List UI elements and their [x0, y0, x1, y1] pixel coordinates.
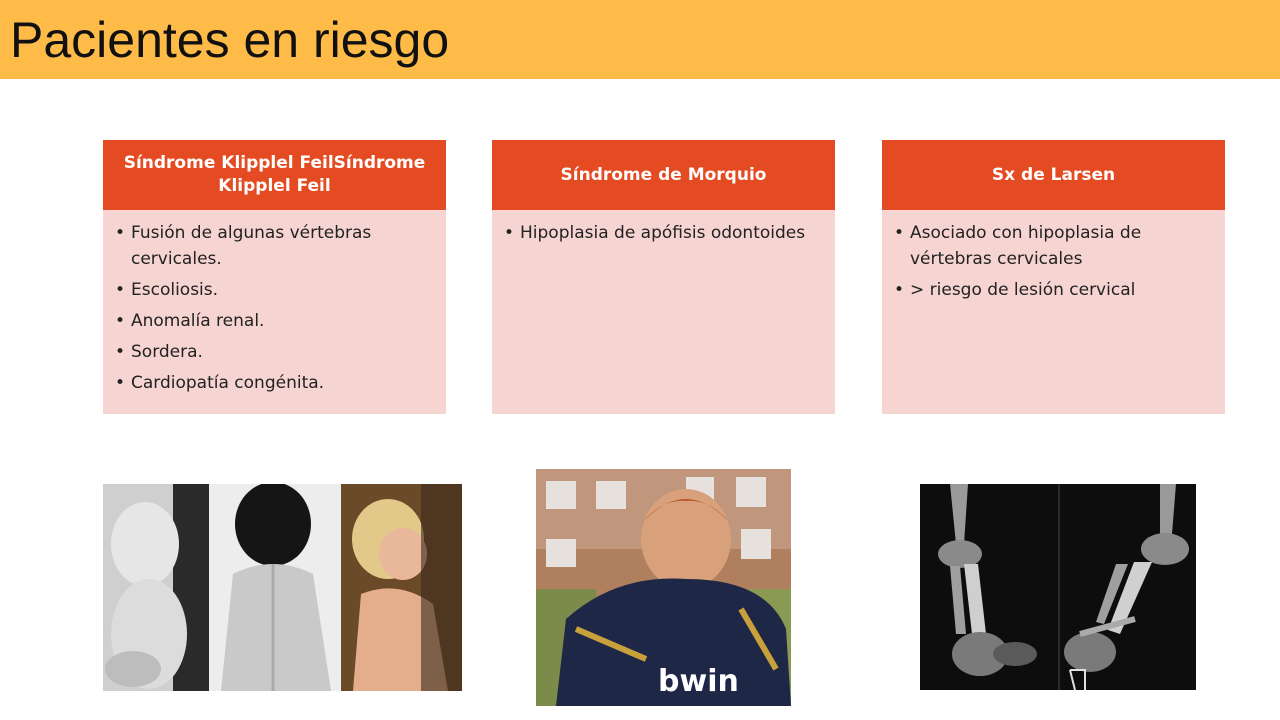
card-heading: Síndrome Klipplel FeilSíndrome Klipplel Feil [103, 140, 446, 210]
bullet-item: • Cardiopatía congénita. [131, 370, 434, 396]
bullet-item: • Anomalía renal. [131, 308, 434, 334]
bullet-item: • Fusión de algunas vértebras cervicales. [131, 220, 434, 272]
bullet-item: • Sordera. [131, 339, 434, 365]
bullet-item: • Hipoplasia de apófisis odontoides [520, 220, 823, 246]
larsen-xray-photo [920, 484, 1196, 690]
card-heading: Sx de Larsen [882, 140, 1225, 210]
card-bullet-list [492, 210, 835, 246]
card-bullet-list [103, 210, 446, 396]
klippel-feil-photo-collage [103, 484, 462, 691]
slide-title: Pacientes en riesgo [10, 12, 450, 68]
card-larsen [882, 140, 1225, 414]
bullet-item: • Asociado con hipoplasia de vértebras cervicales [910, 220, 1213, 272]
shirt-sponsor-text: bwin [658, 664, 739, 699]
card-heading: Síndrome de Morquio [492, 140, 835, 210]
card-klippel-feil [103, 140, 446, 414]
bullet-item: • > riesgo de lesión cervical [910, 277, 1213, 303]
bullet-item: • Escoliosis. [131, 277, 434, 303]
card-bullet-list [882, 210, 1225, 303]
morquio-photo [536, 469, 791, 706]
card-morquio [492, 140, 835, 414]
title-bar [0, 0, 1280, 79]
